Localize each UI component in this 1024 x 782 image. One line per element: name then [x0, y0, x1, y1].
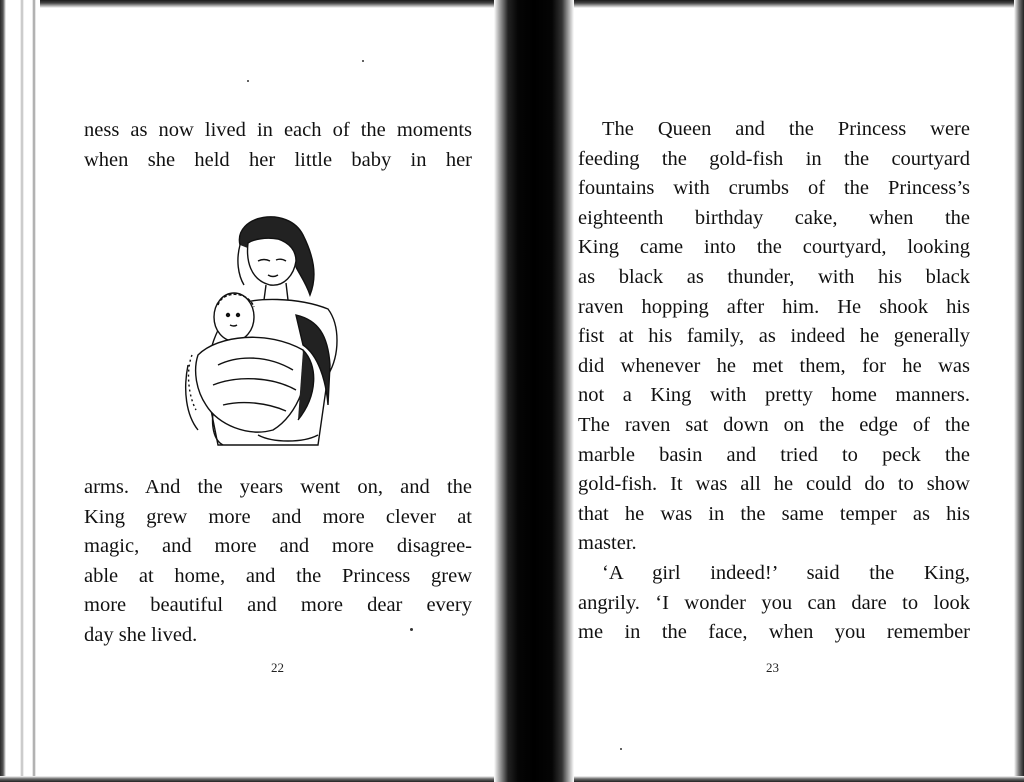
book-gutter — [494, 0, 574, 782]
print-speck — [362, 60, 364, 62]
print-speck — [410, 628, 413, 631]
text-line: angrily. ‘I wonder you can dare to look — [578, 591, 970, 614]
text-line: ‘A girl indeed!’ said the King, — [602, 561, 970, 584]
text-line: when she held her little baby in her — [84, 148, 472, 171]
page-number-left: 22 — [271, 660, 284, 675]
text-line: as black as thunder, with his black — [578, 265, 970, 288]
text-line: raven hopping after him. He shook his — [578, 295, 970, 318]
left-binding-edge — [0, 0, 40, 782]
queen-holding-baby-illustration — [178, 205, 348, 450]
text-line: eighteenth birthday cake, when the — [578, 206, 970, 229]
text-line: feeding the gold-fish in the courtyard — [578, 147, 970, 170]
text-line: fountains with crumbs of the Princess’s — [578, 177, 970, 200]
text-line: King came into the courtyard, looking — [578, 236, 970, 259]
text-line: more beautiful and more dear every — [84, 594, 472, 617]
print-speck — [620, 748, 622, 750]
text-line: did whenever he met them, for he was — [578, 354, 970, 377]
text-line: King grew more and more clever at — [84, 505, 472, 528]
text-line: me in the face, when you remember — [578, 621, 970, 644]
text-line: gold-fish. It was all he could do to show — [578, 473, 970, 496]
text-line: day she lived. — [84, 623, 198, 646]
right-page-edge — [1014, 0, 1024, 782]
text-line: arms. And the years went on, and the — [84, 476, 472, 498]
print-speck — [247, 80, 249, 82]
text-line: marble basin and tried to peck the — [578, 443, 970, 466]
left-page-top-text — [84, 116, 472, 175]
text-line: master. — [578, 532, 637, 555]
text-line: The Queen and the Princess were — [602, 118, 970, 140]
text-line: fist at his family, as indeed he generally — [578, 325, 970, 348]
text-line: ness as now lived in each of the moments — [84, 119, 472, 141]
text-line: The raven sat down on the edge of the — [578, 413, 970, 436]
page-number-right: 23 — [766, 660, 779, 675]
text-line: able at home, and the Princess grew — [84, 564, 472, 587]
text-line: that he was in the same temper as his — [578, 502, 970, 525]
text-line: magic, and more and more disagree- — [84, 535, 472, 558]
right-page-text — [578, 115, 970, 648]
text-line: not a King with pretty home manners. — [578, 384, 970, 407]
left-page-bottom-text — [84, 473, 472, 651]
